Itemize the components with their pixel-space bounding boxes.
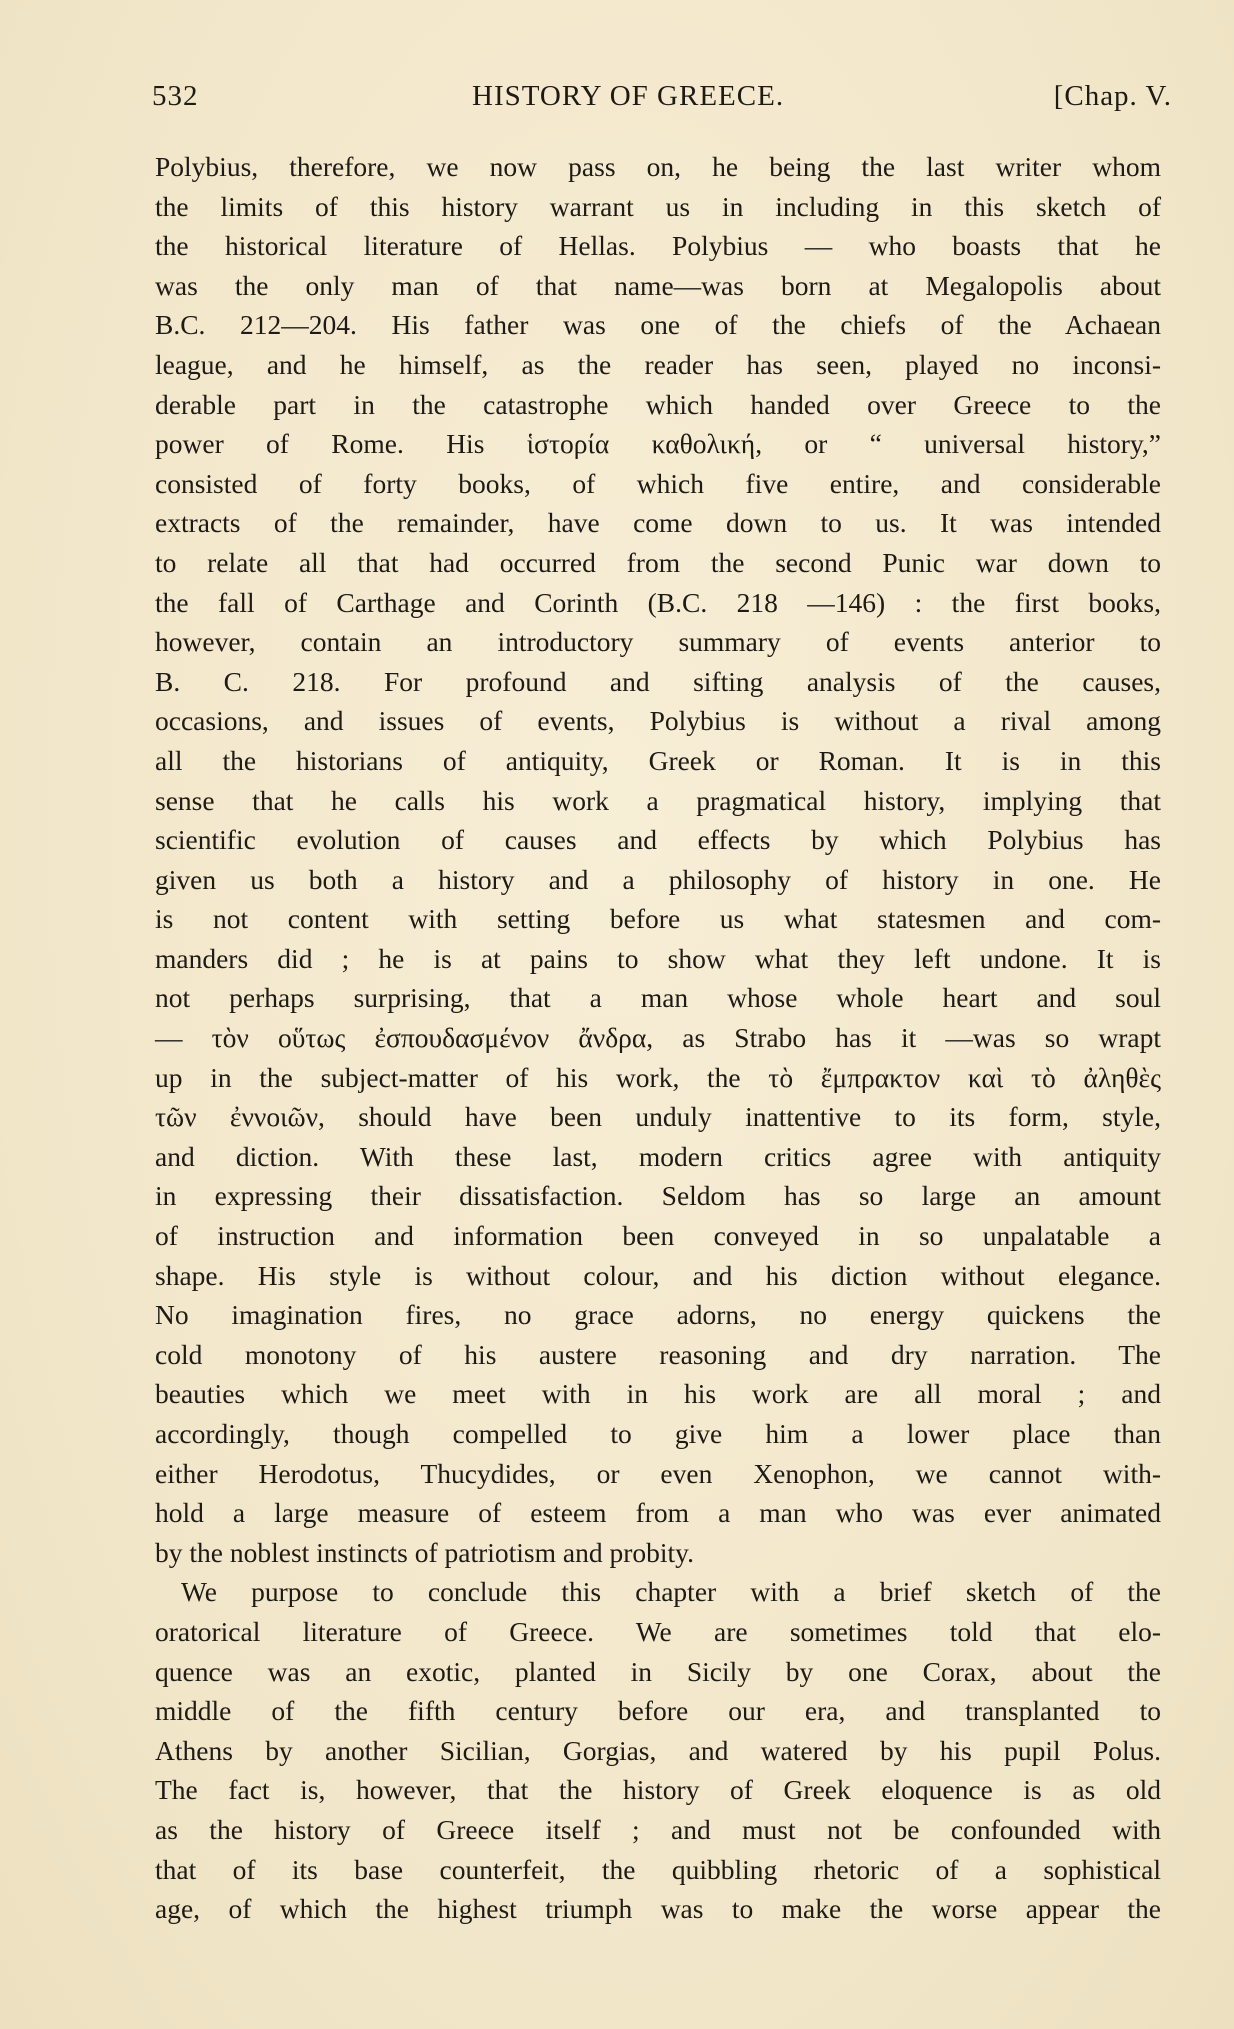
paragraph-start-line: We purpose to conclude this chapter with a brief sketch of the <box>181 1576 1161 1608</box>
text-line: all the historians of antiquity, Greek or Roman. It is in this <box>155 744 1161 776</box>
text-line: occasions, and issues of events, Polybius is without a rival among <box>155 705 1161 737</box>
text-line: quence was an exotic, planted in Sicily by one Corax, about the <box>155 1655 1161 1687</box>
text-line: — τὸν οὕτως ἐσπουδασμένον ἄνδρα, as Strabo has it —was so wrapt <box>155 1022 1161 1054</box>
text-line: the fall of Carthage and Corinth (B.C. 218 —146) : the first books, <box>155 586 1161 618</box>
body-text <box>155 147 1161 1929</box>
text-line: was the only man of that name—was born at Megalopolis about <box>155 269 1161 301</box>
text-line: and diction. With these last, modern critics agree with antiquity <box>155 1140 1161 1172</box>
text-line: sense that he calls his work a pragmatical history, implying that <box>155 784 1161 816</box>
text-line: that of its base counterfeit, the quibbling rhetoric of a sophistical <box>155 1853 1161 1885</box>
text-line: up in the subject-matter of his work, the τὸ ἔμπρακτον καὶ τὸ ἀληθὲς <box>155 1061 1161 1093</box>
text-line: either Herodotus, Thucydides, or even Xenophon, we cannot with- <box>155 1457 1161 1489</box>
text-line: as the history of Greece itself ; and must not be confounded with <box>155 1813 1161 1845</box>
text-line: B. C. 218. For profound and sifting analysis of the causes, <box>155 665 1161 697</box>
text-line: oratorical literature of Greece. We are sometimes told that elo- <box>155 1615 1161 1647</box>
text-line: scientific evolution of causes and effects by which Polybius has <box>155 824 1161 856</box>
text-line: cold monotony of his austere reasoning and dry narration. The <box>155 1338 1161 1370</box>
text-line: τῶν ἐννοιῶν, should have been unduly inattentive to its form, style, <box>155 1101 1161 1133</box>
text-line: the historical literature of Hellas. Polybius — who boasts that he <box>155 230 1161 262</box>
book-title: HISTORY OF GREECE. <box>472 80 785 112</box>
text-line: of instruction and information been conveyed in so unpalatable a <box>155 1220 1161 1252</box>
text-line: however, contain an introductory summary of events anterior to <box>155 626 1161 658</box>
text-line: The fact is, however, that the history of Greek eloquence is as old <box>155 1774 1161 1806</box>
text-line: manders did ; he is at pains to show what they left undone. It is <box>155 942 1161 974</box>
chapter-reference: [Chap. V. <box>1053 80 1172 112</box>
text-line: derable part in the catastrophe which handed over Greece to the <box>155 388 1161 420</box>
text-line: middle of the fifth century before our era, and transplanted to <box>155 1695 1161 1727</box>
text-line: shape. His style is without colour, and his diction without elegance. <box>155 1259 1161 1291</box>
text-line: beauties which we meet with in his work are all moral ; and <box>155 1378 1161 1410</box>
text-line: given us both a history and a philosophy of history in one. He <box>155 863 1161 895</box>
paragraph-end-line: by the noblest instincts of patriotism and probity. <box>155 1536 694 1568</box>
text-line: Athens by another Sicilian, Gorgias, and watered by his pupil Polus. <box>155 1734 1161 1766</box>
text-line: No imagination fires, no grace adorns, no energy quickens the <box>155 1299 1161 1331</box>
text-line: to relate all that had occurred from the second Punic war down to <box>155 546 1161 578</box>
text-line: hold a large measure of esteem from a man who was ever animated <box>155 1497 1161 1529</box>
text-line: power of Rome. His ἱστορία καθολική, or “ universal history,” <box>155 428 1161 460</box>
text-line: league, and he himself, as the reader has seen, played no inconsi- <box>155 348 1161 380</box>
text-line: in expressing their dissatisfaction. Seldom has so large an amount <box>155 1180 1161 1212</box>
text-line: age, of which the highest triumph was to make the worse appear the <box>155 1893 1161 1925</box>
text-line: is not content with setting before us what statesmen and com- <box>155 903 1161 935</box>
text-line: Polybius, therefore, we now pass on, he being the last writer whom <box>155 151 1161 182</box>
running-head <box>152 80 1172 120</box>
text-line: consisted of forty books, of which five entire, and considerable <box>155 467 1161 499</box>
text-line: B.C. 212—204. His father was one of the chiefs of the Achaean <box>155 309 1161 341</box>
text-line: the limits of this history warrant us in including in this sketch of <box>155 190 1161 222</box>
page-number: 532 <box>152 80 199 112</box>
text-line: not perhaps surprising, that a man whose whole heart and soul <box>155 982 1161 1014</box>
text-line: accordingly, though compelled to give him a lower place than <box>155 1418 1161 1449</box>
text-line: extracts of the remainder, have come down to us. It was intended <box>155 507 1161 539</box>
